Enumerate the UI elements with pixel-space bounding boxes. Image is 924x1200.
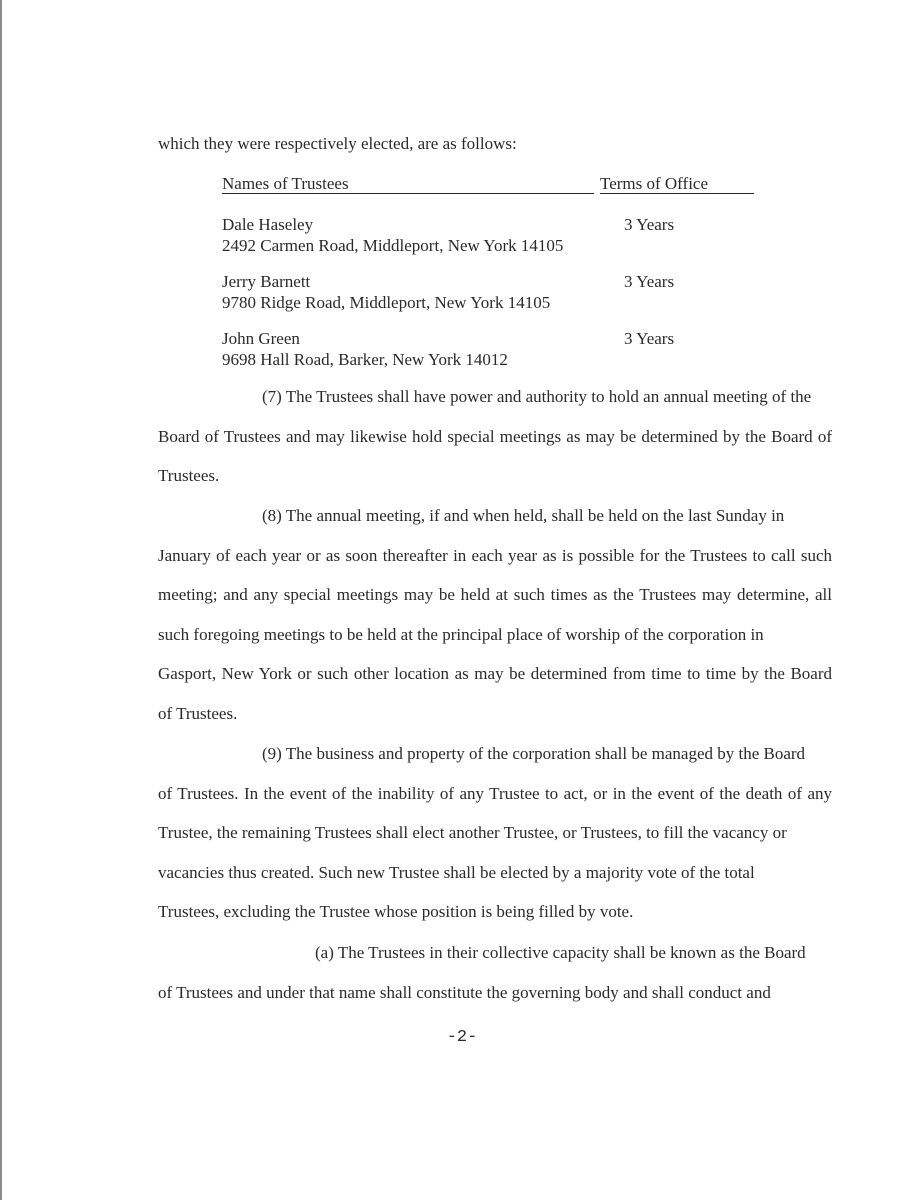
header-terms-of-office: Terms of Office [600, 174, 754, 194]
paragraph-line: vacancies thus created. Such new Trustee shall be elected by a majority vote of the total [158, 862, 755, 882]
trustee-name: Jerry Barnett [222, 272, 311, 291]
trustee-name: Dale Haseley [222, 215, 314, 234]
paragraph-line: Gasport, New York or such other location as may be determined from time to time by the Board [158, 664, 832, 684]
paragraph-line: meeting; and any special meetings may be held at such times as the Trustees may determine, all [158, 585, 832, 605]
intro-text: which they were respectively elected, are as follows: [158, 134, 517, 153]
trustee-row [222, 328, 782, 372]
paragraph-line: Trustees. [158, 466, 220, 486]
trustee-address: 2492 Carmen Road, Middleport, New York 14105 [222, 236, 564, 255]
trustee-term: 3 Years [624, 272, 675, 291]
trustee-name: John Green [222, 329, 300, 348]
paragraph-line: Trustees, excluding the Trustee whose position is being filled by vote. [158, 902, 634, 922]
paragraph-7 [158, 377, 832, 496]
trustees-table-header [222, 174, 754, 196]
paragraph-line: Trustee, the remaining Trustees shall elect another Trustee, or Trustees, to fill the vacancy or [158, 823, 787, 843]
trustee-term: 3 Years [624, 215, 675, 234]
paragraph-line: of Trustees and under that name shall constitute the governing body and shall conduct and [158, 982, 771, 1002]
paragraph-line: (8) The annual meeting, if and when held, shall be held on the last Sunday in [262, 506, 785, 525]
paragraph-line: (9) The business and property of the corporation shall be managed by the Board [262, 744, 806, 763]
paragraph-line: January of each year or as soon thereafter in each year as is possible for the Trustees to call such [158, 545, 832, 565]
trustee-address: 9780 Ridge Road, Middleport, New York 14105 [222, 293, 551, 312]
trustee-address: 9698 Hall Road, Barker, New York 14012 [222, 350, 508, 369]
paragraph-8 [158, 496, 832, 734]
paragraph-9 [158, 734, 832, 932]
trustee-term: 3 Years [624, 329, 675, 348]
paragraph-a [158, 933, 832, 1012]
header-names-of-trustees: Names of Trustees [222, 174, 594, 194]
trustee-row [222, 271, 782, 315]
paragraph-line: of Trustees. In the event of the inability of any Trustee to act, or in the event of the death of any [158, 783, 832, 803]
page-number: -2- [446, 1028, 478, 1047]
paragraph-line: Board of Trustees and may likewise hold special meetings as may be determined by the Board of [158, 426, 832, 446]
paragraph-line: (a) The Trustees in their collective capacity shall be known as the Board [315, 943, 806, 962]
paragraph-line: such foregoing meetings to be held at the principal place of worship of the corporation in [158, 624, 764, 644]
trustee-row [222, 214, 782, 258]
paragraph-line: of Trustees. [158, 703, 238, 723]
paragraph-line: (7) The Trustees shall have power and authority to hold an annual meeting of the [262, 387, 812, 406]
